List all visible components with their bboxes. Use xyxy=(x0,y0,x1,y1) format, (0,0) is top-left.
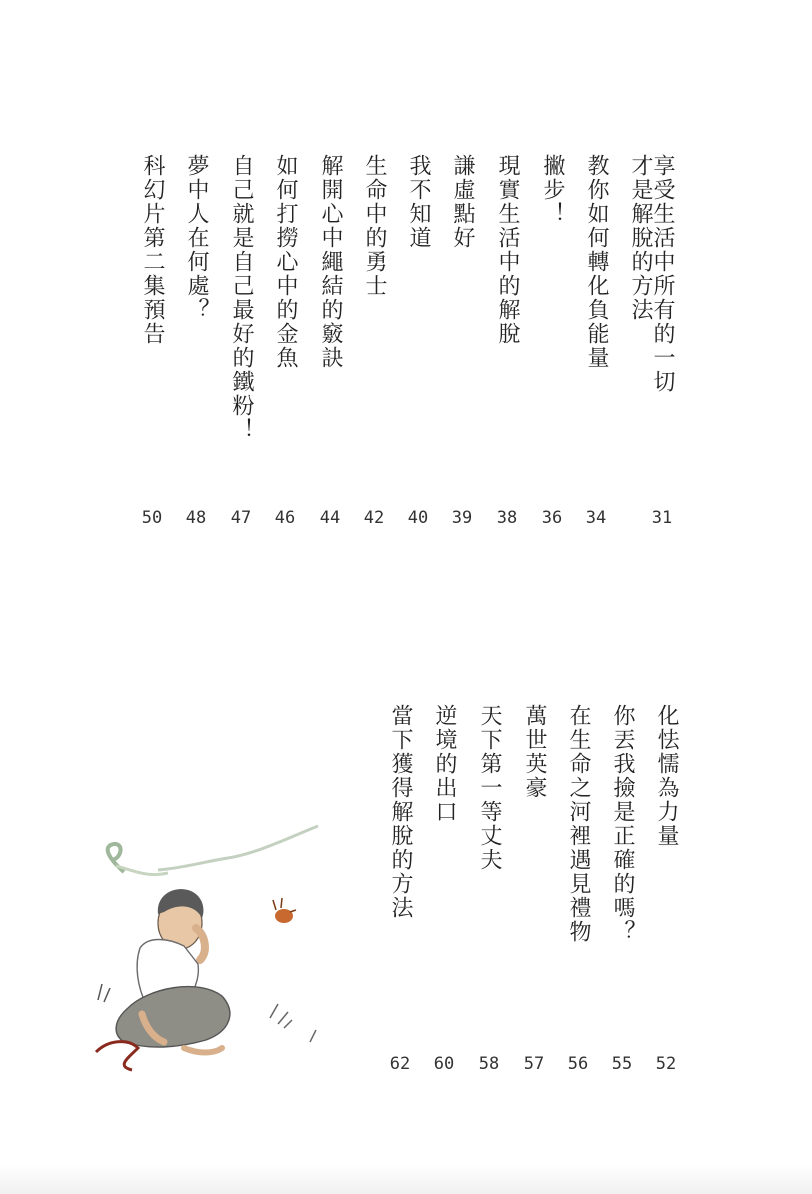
meditating-man-illustration xyxy=(88,818,328,1080)
toc-entry-title: 享受生活中所有的一切 xyxy=(650,154,675,394)
toc-entry-title: 逆境的出口 xyxy=(432,704,457,824)
toc-entry-title: 謙虛點好 xyxy=(450,154,475,250)
toc-entry-title: 撇步！ xyxy=(540,154,565,226)
toc-entry-title: 教你如何轉化負能量 xyxy=(584,154,609,370)
toc-entry-title: 當下獲得解脫的方法 xyxy=(388,704,413,920)
toc-entry-title: 你丟我撿是正確的嗎？ xyxy=(610,704,635,944)
page-bottom-shade xyxy=(0,1164,812,1194)
toc-entry-page: 60 xyxy=(433,1054,455,1074)
toc-entry-title: 夢中人在何處？ xyxy=(184,154,209,322)
toc-entry-page: 58 xyxy=(478,1054,500,1074)
toc-entry-title: 解開心中繩結的竅訣 xyxy=(318,154,343,370)
toc-entry-page: 55 xyxy=(611,1054,633,1074)
toc-entry-title: 現實生活中的解脫 xyxy=(495,154,520,346)
toc-entry-title: 生命中的勇士 xyxy=(362,154,387,298)
toc-entry-page: 57 xyxy=(523,1054,545,1074)
toc-entry-page: 40 xyxy=(407,508,429,528)
toc-entry-page: 52 xyxy=(655,1054,677,1074)
toc-entry-page: 50 xyxy=(141,508,163,528)
toc-entry-title: 自己就是自己最好的鐵粉！ xyxy=(229,154,254,442)
toc-entry-page: 48 xyxy=(185,508,207,528)
toc-entry-title: 我不知道 xyxy=(406,154,431,250)
toc-entry-page: 47 xyxy=(230,508,252,528)
toc-entry-page: 36 xyxy=(541,508,563,528)
toc-entry-page: 31 xyxy=(651,508,673,528)
toc-entry-title: 天下第一等丈夫 xyxy=(477,704,502,872)
toc-entry-title: 在生命之河裡遇見禮物 xyxy=(566,704,591,944)
toc-entry-title: 科幻片第二集預告 xyxy=(140,154,165,346)
toc-entry-title: 化怯懦為力量 xyxy=(654,704,679,848)
toc-entry-page: 46 xyxy=(274,508,296,528)
toc-entry-title: 如何打撈心中的金魚 xyxy=(273,154,298,370)
toc-entry-page: 62 xyxy=(389,1054,411,1074)
toc-entry-title: 萬世英豪 xyxy=(522,704,547,800)
toc-entry-page: 38 xyxy=(496,508,518,528)
toc-entry-page: 56 xyxy=(567,1054,589,1074)
toc-entry-page: 42 xyxy=(363,508,385,528)
toc-entry-title: 才是解脫的方法 xyxy=(628,154,653,322)
toc-entry-page: 44 xyxy=(319,508,341,528)
toc-entry-page: 34 xyxy=(585,508,607,528)
toc-entry-page: 39 xyxy=(451,508,473,528)
